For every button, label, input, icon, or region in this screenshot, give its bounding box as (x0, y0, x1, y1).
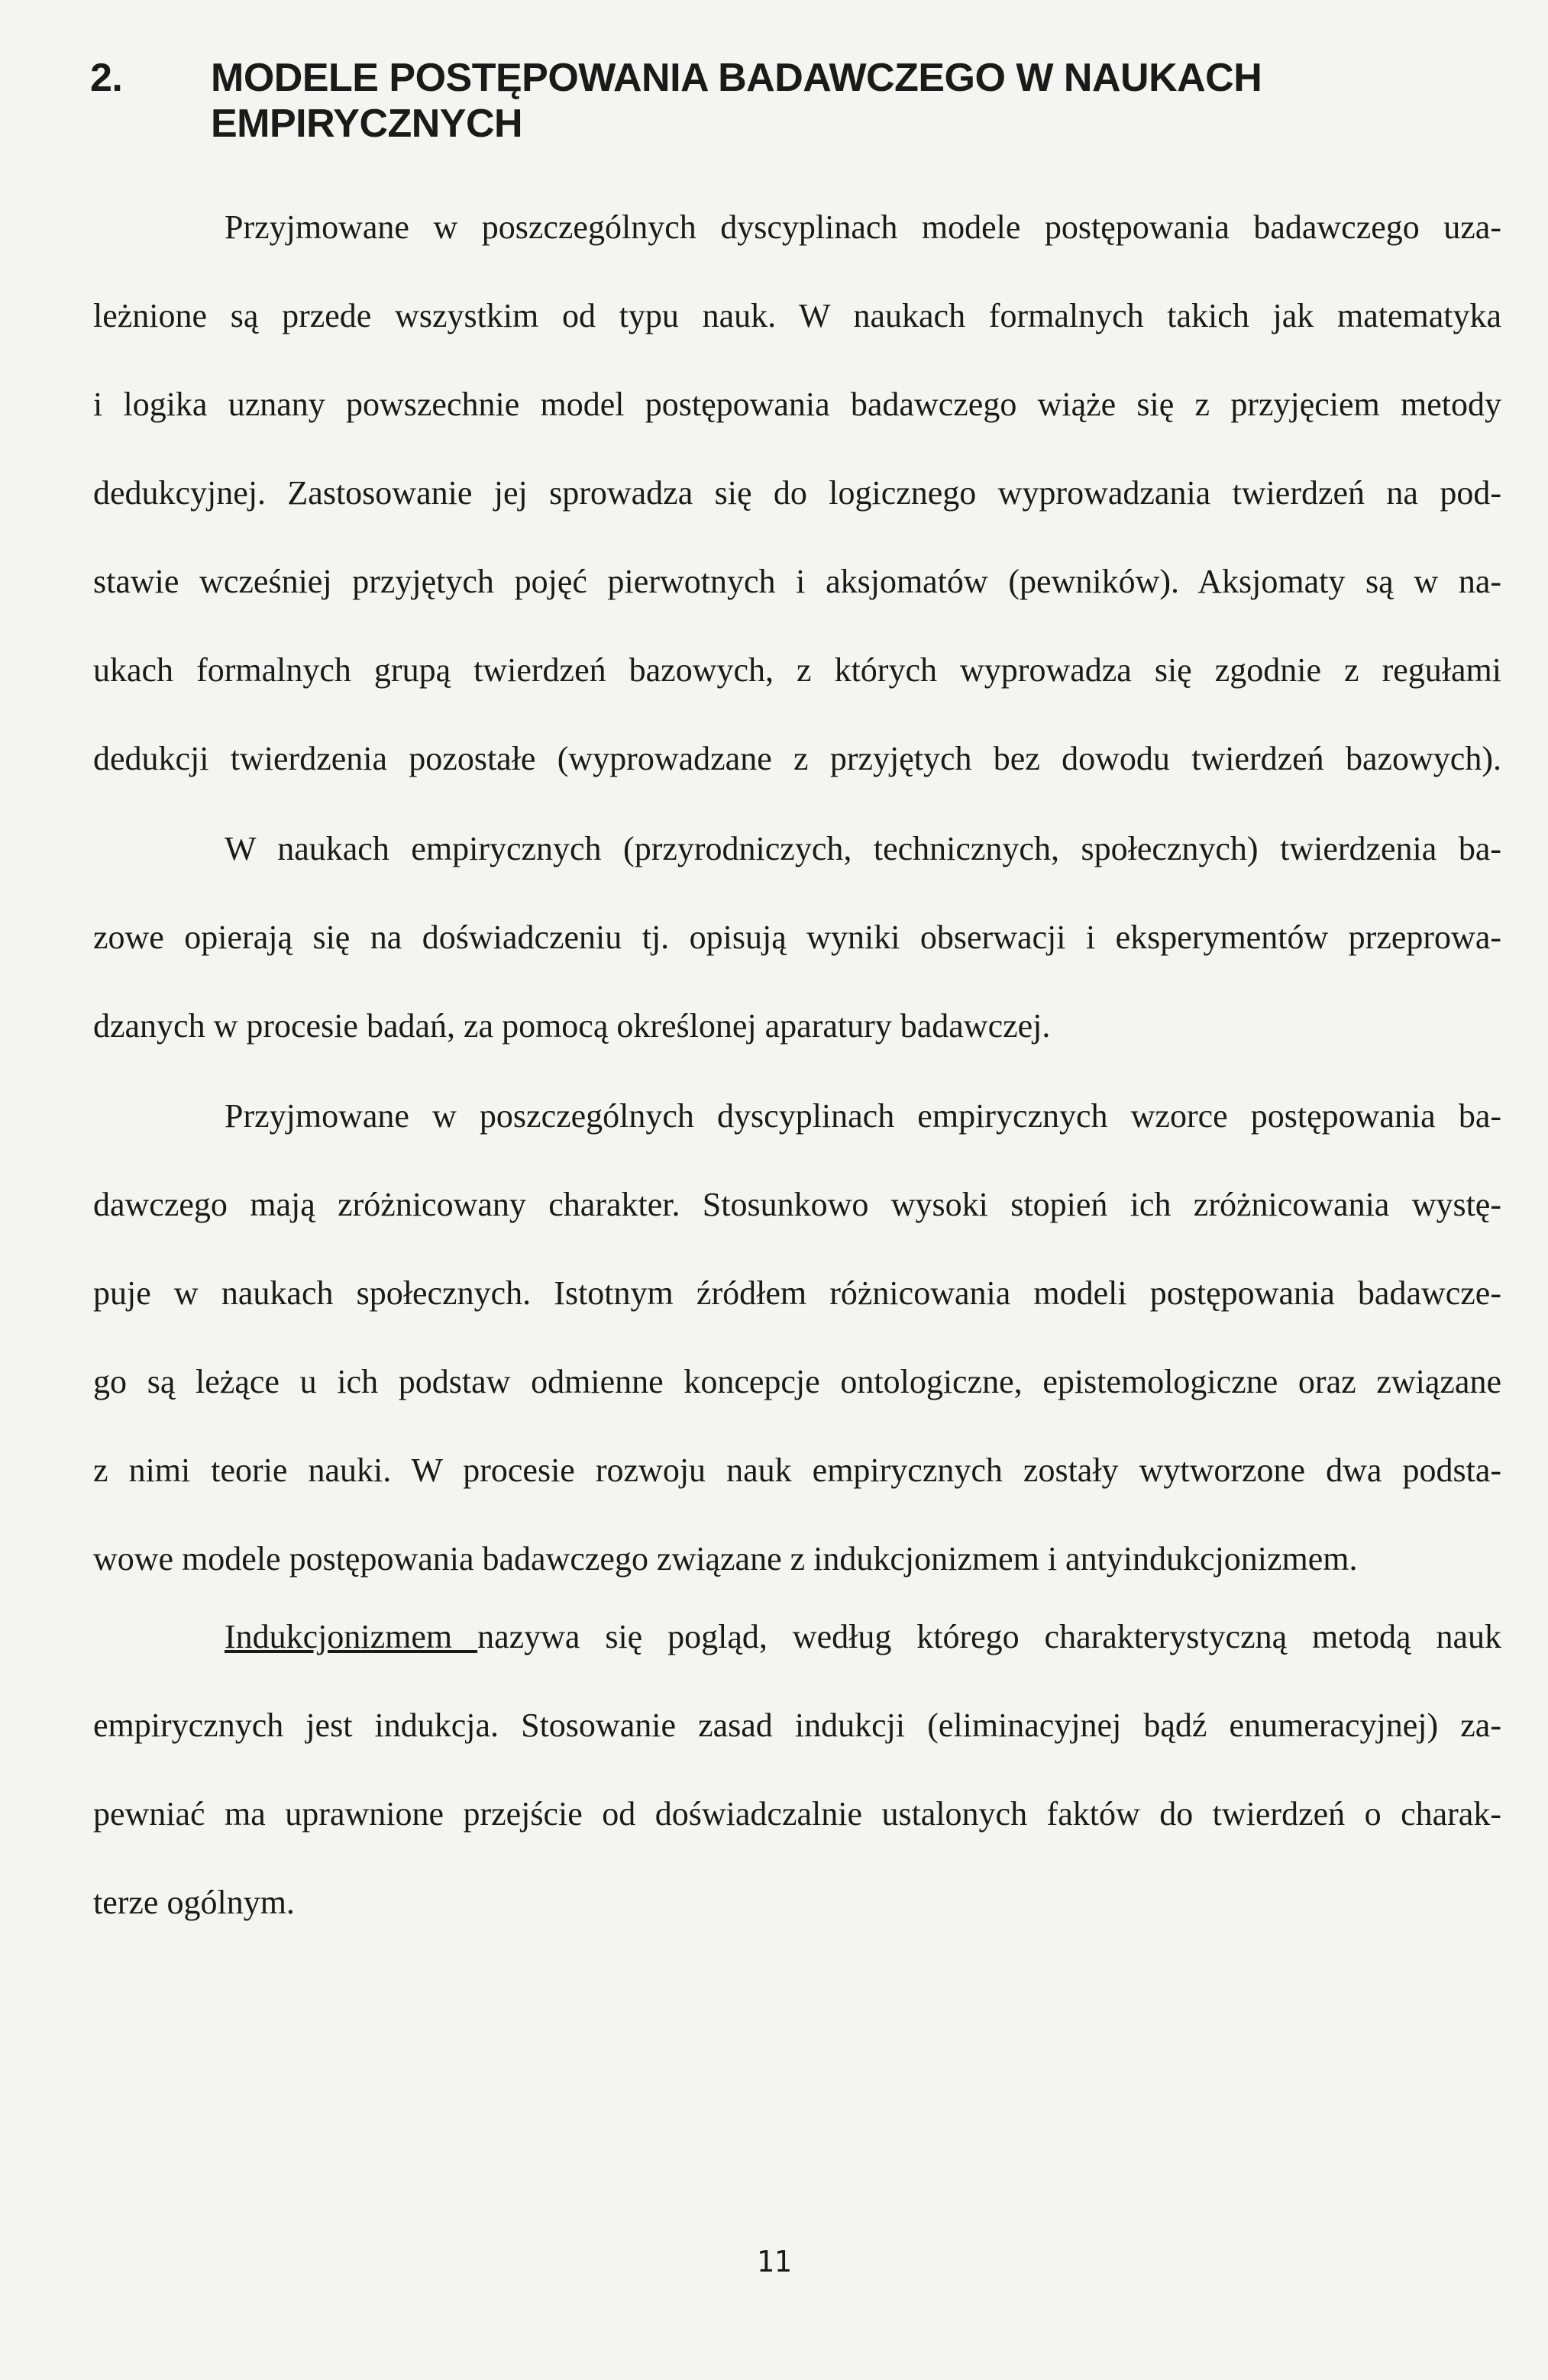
text-line: puje w naukach społecznych. Istotnym źródłem różnicowania modeli postępowania badawcze- (93, 1274, 1501, 1312)
text-line: stawie wcześniej przyjętych pojęć pierwotnych i aksjomatów (pewników). Aksjomaty są w na- (93, 563, 1501, 600)
text-line: go są leżące u ich podstaw odmienne koncepcje ontologiczne, epistemologiczne oraz związane (93, 1363, 1501, 1400)
paragraph-4 (93, 1617, 1501, 1971)
text-line: zowe opierają się na doświadczeniu tj. opisują wyniki obserwacji i eksperymentów przeprowa- (93, 919, 1501, 956)
text-line: W naukach empirycznych (przyrodniczych, technicznych, społecznych) twierdzenia ba- (225, 830, 1501, 867)
text-line: i logika uznany powszechnie model postępowania badawczego wiąże się z przyjęciem metody (93, 386, 1501, 423)
text-line-rest: nazywa się pogląd, według którego charakterystyczną metodą nauk (477, 1618, 1501, 1655)
text-line: dawczego mają zróżnicowany charakter. Stosunkowo wysoki stopień ich zróżnicowania wystę- (93, 1186, 1501, 1223)
paragraph-1 (93, 208, 1501, 828)
text-line: ukach formalnych grupą twierdzeń bazowych, z których wyprowadza się zgodnie z regułami (93, 651, 1501, 689)
text-line: z nimi teorie nauki. W procesie rozwoju nauk empirycznych zostały wytworzone dwa podsta- (93, 1452, 1501, 1489)
text-line: Przyjmowane w poszczególnych dyscyplinach modele postępowania badawczego uza- (225, 208, 1501, 246)
text-line: pewniać ma uprawnione przejście od doświadczalnie ustalonych faktów do twierdzeń o charak- (93, 1795, 1501, 1833)
text-line: empirycznych jest indukcja. Stosowanie zasad indukcji (eliminacyjnej bądź enumeracyjnej) za- (93, 1707, 1501, 1744)
text-line: wowe modele postępowania badawczego związane z indukcjonizmem i antyindukcjonizmem. (93, 1540, 1358, 1578)
text-line: dzanych w procesie badań, za pomocą określonej aparatury badawczej. (93, 1007, 1051, 1045)
text-line: dedukcyjnej. Zastosowanie jej sprowadza się do logicznego wyprowadzania twierdzeń na pod- (93, 474, 1501, 512)
defined-term: Indukcjonizmem (225, 1618, 478, 1655)
chapter-title (211, 55, 1509, 147)
text-line: terze ogólnym. (93, 1884, 295, 1921)
page-number: 11 (756, 2245, 792, 2278)
text-line: leżnione są przede wszystkim od typu nauk. W naukach formalnych takich jak matematyka (93, 297, 1501, 334)
chapter-title-line: MODELE POSTĘPOWANIA BADAWCZEGO W NAUKACH (211, 56, 1262, 100)
paragraph-3 (93, 1096, 1501, 1628)
paragraph-2 (93, 829, 1501, 1095)
text-line: Przyjmowane w poszczególnych dyscyplinach empirycznych wzorce postępowania ba- (225, 1097, 1501, 1135)
text-line: dedukcji twierdzenia pozostałe (wyprowadzane z przyjętych bez dowodu twierdzeń bazowych). (93, 740, 1501, 777)
text-line (93, 1617, 1501, 1706)
chapter-number: 2. (90, 56, 123, 100)
chapter-title-line: EMPIRYCZNYCH (211, 102, 523, 146)
